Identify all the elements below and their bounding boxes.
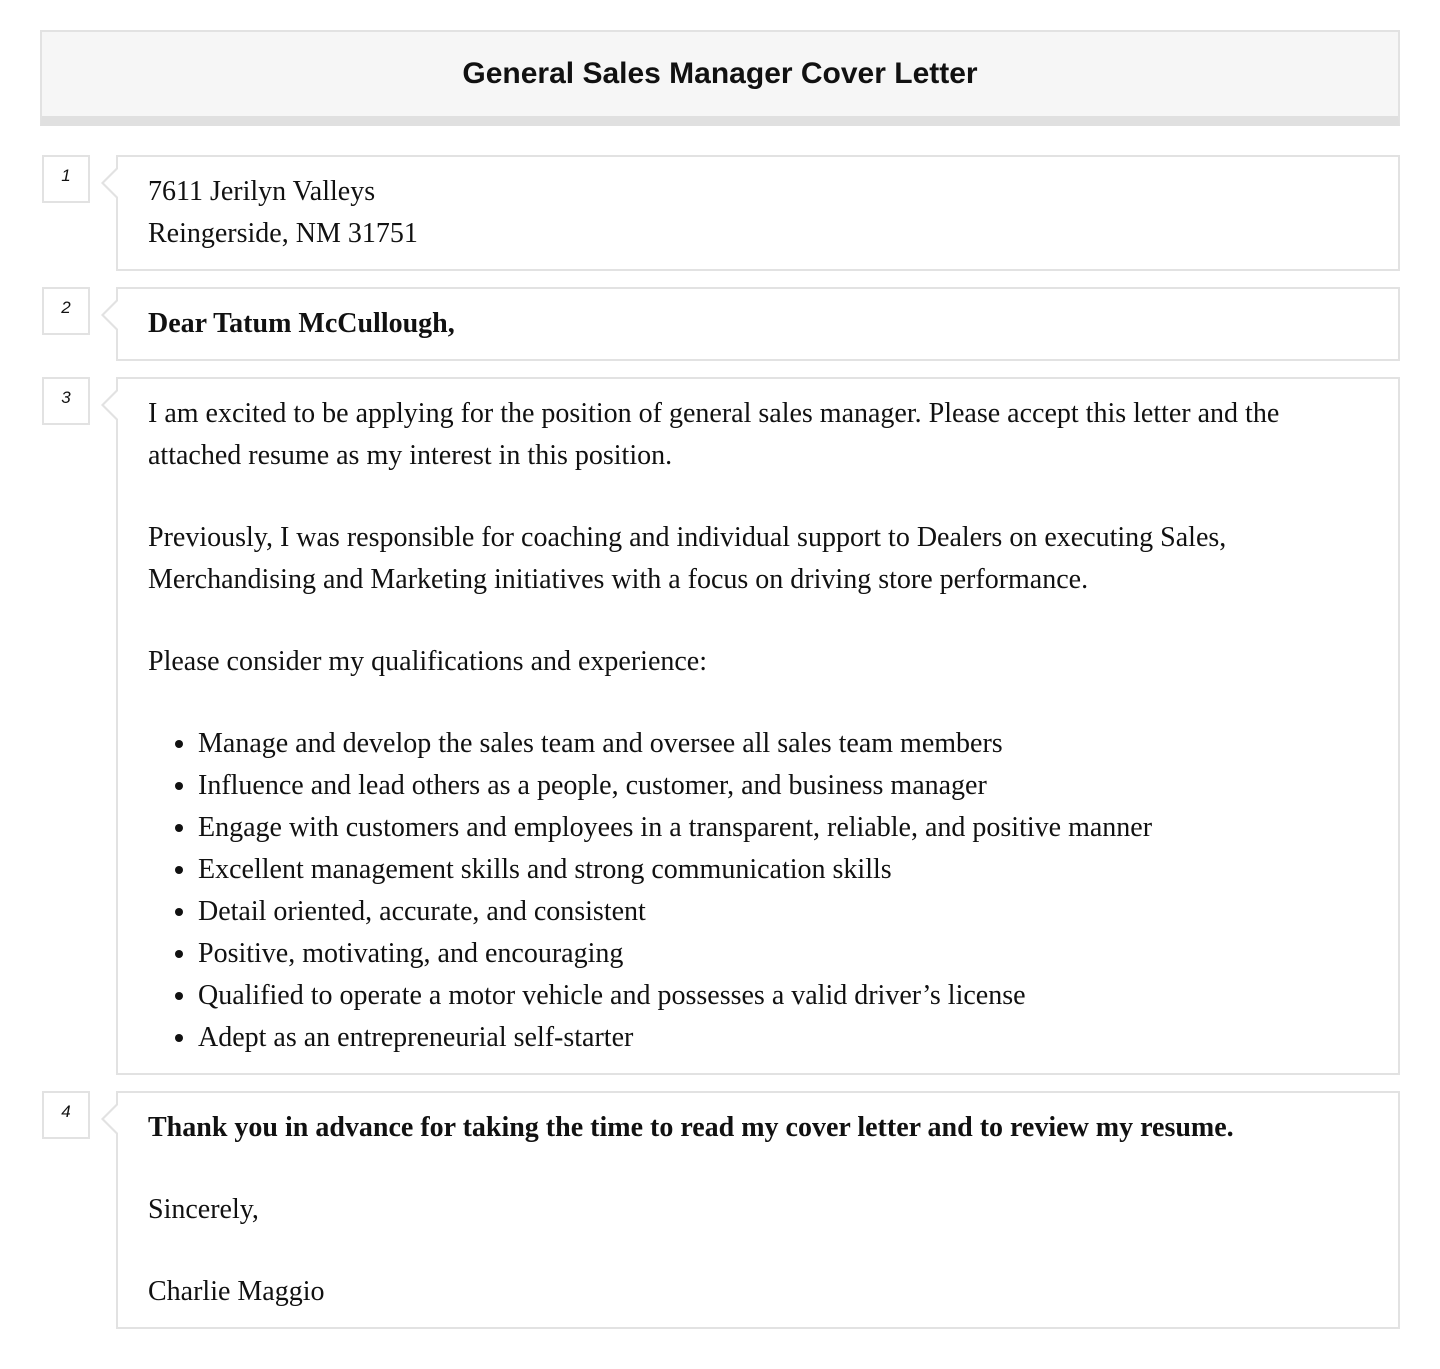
section-number-label: 3: [61, 388, 71, 407]
qualifications-list: [148, 723, 1368, 1059]
header: [40, 30, 1400, 126]
section-content: [116, 1091, 1400, 1329]
signature: Charlie Maggio: [148, 1276, 325, 1307]
thanks-paragraph: Thank you in advance for taking the time to read my cover letter and to review my resume.: [148, 1112, 1234, 1143]
address-line-1: 7611 Jerilyn Valleys: [148, 176, 376, 207]
section-number: [42, 155, 90, 203]
list-item: • Qualified to operate a motor vehicle and possesses a valid driver’s license: [198, 975, 1368, 1017]
section-content: [116, 155, 1400, 271]
section-number: [42, 1091, 90, 1139]
previous-paragraph: Previously, I was responsible for coaching and individual support to Dealers on executing Sales, Merchandising and Marketing initiatives with a focus on driving store performance.: [148, 522, 1227, 595]
closing: Sincerely,: [148, 1194, 259, 1225]
section-number: [42, 287, 90, 335]
section-number-label: 4: [61, 1102, 71, 1121]
intro-paragraph: I am excited to be applying for the position of general sales manager. Please accept this letter and the attached resume as my interest in this position.: [148, 398, 1280, 471]
page-title: General Sales Manager Cover Letter: [462, 57, 978, 90]
section-content: [116, 287, 1400, 361]
list-item: • Positive, motivating, and encouraging: [198, 933, 1368, 975]
section-content: [116, 377, 1400, 1075]
address-line-2: Reingerside, NM 31751: [148, 218, 418, 249]
consider-paragraph: Please consider my qualifications and experience:: [148, 646, 708, 677]
section-number-label: 2: [61, 298, 71, 317]
list-item: • Engage with customers and employees in a transparent, reliable, and positive manner: [198, 807, 1368, 849]
section-number: [42, 377, 90, 425]
section-number-label: 1: [61, 166, 71, 185]
list-item: • Detail oriented, accurate, and consistent: [198, 891, 1368, 933]
list-item: • Excellent management skills and strong communication skills: [198, 849, 1368, 891]
list-item: • Adept as an entrepreneurial self-starter: [198, 1017, 1368, 1059]
list-item: • Influence and lead others as a people, customer, and business manager: [198, 765, 1368, 807]
list-item: • Manage and develop the sales team and oversee all sales team members: [198, 723, 1368, 765]
salutation: Dear Tatum McCullough,: [148, 308, 455, 339]
